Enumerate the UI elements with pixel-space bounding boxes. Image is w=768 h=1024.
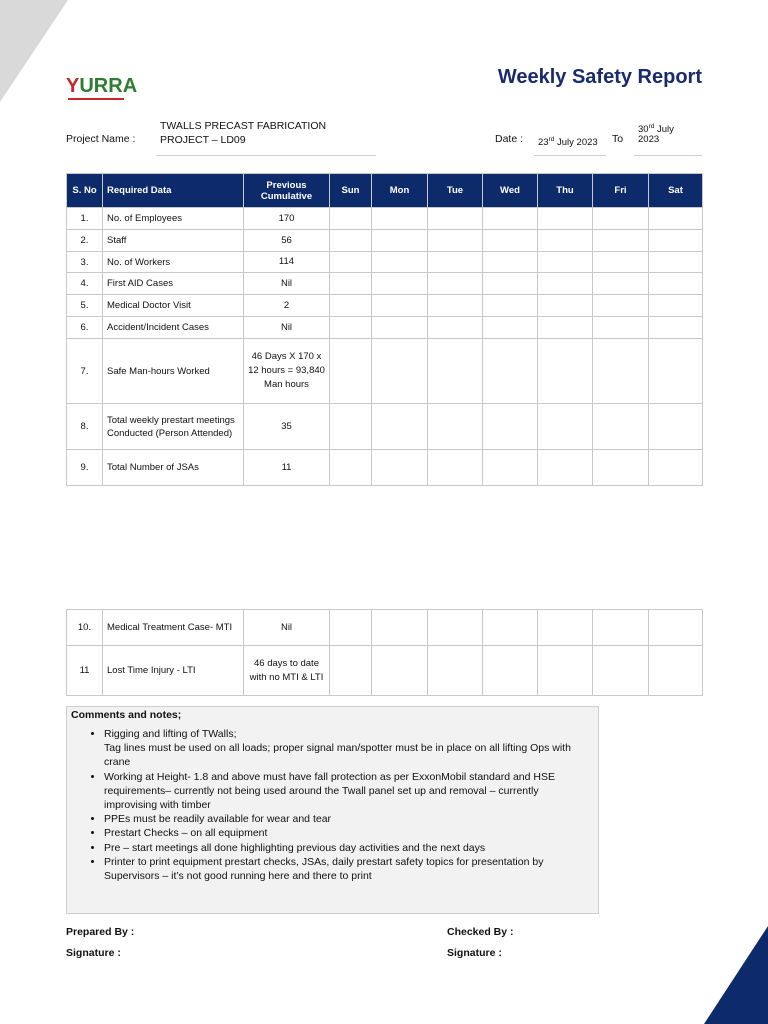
day-cell-sat[interactable]	[649, 230, 703, 252]
date-to-underline	[634, 155, 702, 156]
day-cell-sat[interactable]	[649, 450, 703, 486]
day-cell-fri[interactable]	[593, 450, 649, 486]
required-data-cell: Total Number of JSAs	[103, 450, 244, 486]
previous-cumulative-cell: Nil	[244, 610, 330, 646]
previous-cumulative-cell: 11	[244, 450, 330, 486]
row-number: 11	[67, 646, 103, 696]
day-cell-wed[interactable]	[483, 339, 538, 404]
required-data-cell: Staff	[103, 230, 244, 252]
day-cell-sun[interactable]	[330, 646, 372, 696]
day-cell-sat[interactable]	[649, 208, 703, 230]
row-number: 4.	[67, 273, 103, 295]
day-cell-mon[interactable]	[372, 339, 428, 404]
day-cell-mon[interactable]	[372, 208, 428, 230]
day-cell-mon[interactable]	[372, 646, 428, 696]
previous-cumulative-cell: Nil	[244, 273, 330, 295]
day-cell-wed[interactable]	[483, 208, 538, 230]
day-cell-tue[interactable]	[428, 208, 483, 230]
table-header-cell: Required Data	[103, 174, 244, 208]
page-title: Weekly Safety Report	[497, 66, 702, 88]
day-cell-mon[interactable]	[372, 252, 428, 273]
safety-data-table-continued	[66, 609, 703, 696]
day-cell-fri[interactable]	[593, 252, 649, 273]
checked-by-label: Checked By :	[447, 926, 514, 938]
day-cell-sun[interactable]	[330, 295, 372, 317]
row-number: 9.	[67, 450, 103, 486]
comment-item	[104, 812, 589, 826]
required-data-cell: Lost Time Injury - LTI	[103, 646, 244, 696]
row-number: 10.	[67, 610, 103, 646]
previous-cumulative-cell: Nil	[244, 317, 330, 339]
row-number: 5.	[67, 295, 103, 317]
project-name-underline	[156, 155, 376, 156]
table-row	[67, 339, 703, 404]
day-cell-sat[interactable]	[649, 295, 703, 317]
day-cell-tue[interactable]	[428, 252, 483, 273]
day-cell-fri[interactable]	[593, 295, 649, 317]
previous-cumulative-cell: 46 Days X 170 x 12 hours = 93,840 Man hours	[244, 339, 330, 404]
comment-item	[104, 826, 589, 840]
day-cell-wed[interactable]	[483, 450, 538, 486]
day-cell-tue[interactable]	[428, 610, 483, 646]
table-header-row	[67, 174, 703, 208]
project-name-value-line1: TWALLS PRECAST FABRICATION	[160, 120, 327, 132]
day-cell-sat[interactable]	[649, 273, 703, 295]
day-cell-fri[interactable]	[593, 317, 649, 339]
previous-cumulative-cell: 35	[244, 404, 330, 450]
day-cell-sun[interactable]	[330, 339, 372, 404]
day-cell-sat[interactable]	[649, 404, 703, 450]
day-cell-mon[interactable]	[372, 273, 428, 295]
day-cell-fri[interactable]	[593, 339, 649, 404]
date-from-value: 23rd July 2023	[538, 136, 598, 149]
corner-decoration-top-left	[0, 0, 70, 105]
row-number: 6.	[67, 317, 103, 339]
day-cell-thu[interactable]	[538, 404, 593, 450]
required-data-cell: First AID Cases	[103, 273, 244, 295]
date-label: Date :	[495, 133, 524, 145]
comment-item	[104, 770, 589, 813]
table-row	[67, 404, 703, 450]
comment-text: Rigging and lifting of TWalls;	[104, 728, 237, 740]
day-cell-wed[interactable]	[483, 317, 538, 339]
table-header-cell: Sun	[330, 174, 372, 208]
day-cell-sat[interactable]	[649, 646, 703, 696]
day-cell-sun[interactable]	[330, 208, 372, 230]
prepared-by-label: Prepared By :	[66, 926, 135, 938]
required-data-cell: Medical Doctor Visit	[103, 295, 244, 317]
day-cell-thu[interactable]	[538, 252, 593, 273]
table-header-cell: Previous Cumulative	[244, 174, 330, 208]
day-cell-wed[interactable]	[483, 230, 538, 252]
day-cell-tue[interactable]	[428, 646, 483, 696]
comments-box	[66, 706, 599, 914]
comments-list	[67, 727, 589, 883]
day-cell-wed[interactable]	[483, 404, 538, 450]
table-row	[67, 230, 703, 252]
date-to-value: 30rd July	[638, 123, 674, 136]
day-cell-sun[interactable]	[330, 273, 372, 295]
required-data-cell: Safe Man-hours Worked	[103, 339, 244, 404]
comment-text-continued: Tag lines must be used on all loads; proper signal man/spotter must be in place on all lifting Ops with crane	[104, 742, 571, 769]
day-cell-thu[interactable]	[538, 610, 593, 646]
project-name-value-line2: PROJECT – LD09	[160, 134, 246, 146]
date-to-year: 2023	[638, 134, 660, 145]
day-cell-thu[interactable]	[538, 339, 593, 404]
comment-text: Working at Height- 1.8 and above must have fall protection as per ExxonMobil standard and HSE requirements– currently not being used around the Twall panel set up and removal – currently improvising with timber	[104, 770, 555, 812]
day-cell-tue[interactable]	[428, 295, 483, 317]
day-cell-wed[interactable]	[483, 295, 538, 317]
table-row	[67, 450, 703, 486]
day-cell-thu[interactable]	[538, 208, 593, 230]
day-cell-mon[interactable]	[372, 230, 428, 252]
comment-text: Pre – start meetings all done highlighting previous day activities and the next days	[104, 841, 486, 854]
day-cell-sun[interactable]	[330, 230, 372, 252]
table-header-cell: S. No	[67, 174, 103, 208]
day-cell-sun[interactable]	[330, 317, 372, 339]
previous-cumulative-cell: 170	[244, 208, 330, 230]
day-cell-sun[interactable]	[330, 404, 372, 450]
day-cell-thu[interactable]	[538, 317, 593, 339]
day-cell-fri[interactable]	[593, 610, 649, 646]
day-cell-fri[interactable]	[593, 230, 649, 252]
comments-heading: Comments and notes;	[71, 709, 182, 721]
day-cell-mon[interactable]	[372, 610, 428, 646]
previous-cumulative-cell: 56	[244, 230, 330, 252]
required-data-cell: No. of Workers	[103, 252, 244, 273]
previous-cumulative-cell: 114	[244, 252, 330, 273]
project-name-label: Project Name :	[66, 133, 136, 145]
day-cell-tue[interactable]	[428, 317, 483, 339]
previous-cumulative-cell: 46 days to date with no MTI & LTI	[244, 646, 330, 696]
table-header-cell: Sat	[649, 174, 703, 208]
day-cell-mon[interactable]	[372, 450, 428, 486]
day-cell-sun[interactable]	[330, 450, 372, 486]
required-data-cell: Medical Treatment Case- MTI	[103, 610, 244, 646]
day-cell-fri[interactable]	[593, 273, 649, 295]
table-row	[67, 295, 703, 317]
day-cell-tue[interactable]	[428, 450, 483, 486]
date-from-underline	[534, 155, 606, 156]
day-cell-wed[interactable]	[483, 252, 538, 273]
date-to-label: To	[612, 133, 624, 145]
table-header-cell: Thu	[538, 174, 593, 208]
day-cell-tue[interactable]	[428, 273, 483, 295]
comment-item	[104, 841, 589, 855]
row-number: 8.	[67, 404, 103, 450]
row-number: 7.	[67, 339, 103, 404]
company-logo: YURRA	[66, 75, 138, 97]
signature-left-label: Signature :	[66, 947, 121, 959]
day-cell-fri[interactable]	[593, 646, 649, 696]
day-cell-thu[interactable]	[538, 295, 593, 317]
table-header-cell: Tue	[428, 174, 483, 208]
table-header-cell: Wed	[483, 174, 538, 208]
day-cell-sat[interactable]	[649, 252, 703, 273]
day-cell-sun[interactable]	[330, 252, 372, 273]
row-number: 1.	[67, 208, 103, 230]
table-row	[67, 252, 703, 273]
day-cell-thu[interactable]	[538, 230, 593, 252]
day-cell-sun[interactable]	[330, 610, 372, 646]
comment-text: Prestart Checks – on all equipment	[104, 827, 268, 840]
table-row	[67, 317, 703, 339]
comment-item	[104, 855, 589, 883]
required-data-cell: Total weekly prestart meetings Conducted (Person Attended)	[103, 404, 244, 450]
signature-right-label: Signature :	[447, 947, 502, 959]
day-cell-tue[interactable]	[428, 230, 483, 252]
day-cell-tue[interactable]	[428, 339, 483, 404]
logo-underline	[68, 98, 124, 100]
day-cell-thu[interactable]	[538, 273, 593, 295]
corner-decoration-bottom-right	[704, 926, 768, 1024]
safety-data-table	[66, 173, 703, 486]
day-cell-wed[interactable]	[483, 646, 538, 696]
day-cell-fri[interactable]	[593, 208, 649, 230]
day-cell-mon[interactable]	[372, 404, 428, 450]
day-cell-mon[interactable]	[372, 317, 428, 339]
day-cell-thu[interactable]	[538, 646, 593, 696]
day-cell-tue[interactable]	[428, 404, 483, 450]
previous-cumulative-cell: 2	[244, 295, 330, 317]
day-cell-mon[interactable]	[372, 295, 428, 317]
day-cell-sat[interactable]	[649, 317, 703, 339]
required-data-cell: Accident/Incident Cases	[103, 317, 244, 339]
day-cell-fri[interactable]	[593, 404, 649, 450]
table-row	[67, 273, 703, 295]
day-cell-wed[interactable]	[483, 610, 538, 646]
comment-text: PPEs must be readily available for wear and tear	[104, 813, 332, 826]
comment-text: Printer to print equipment prestart checks, JSAs, daily prestart safety topics for presentation by Supervisors – it’s not good running here and there to print	[104, 855, 544, 883]
row-number: 2.	[67, 230, 103, 252]
day-cell-sat[interactable]	[649, 610, 703, 646]
day-cell-wed[interactable]	[483, 273, 538, 295]
row-number: 3.	[67, 252, 103, 273]
table-row	[67, 646, 703, 696]
table-row	[67, 208, 703, 230]
table-row	[67, 610, 703, 646]
comment-item	[104, 727, 589, 770]
day-cell-thu[interactable]	[538, 450, 593, 486]
required-data-cell: No. of Employees	[103, 208, 244, 230]
day-cell-sat[interactable]	[649, 339, 703, 404]
table-header-cell: Mon	[372, 174, 428, 208]
table-header-cell: Fri	[593, 174, 649, 208]
